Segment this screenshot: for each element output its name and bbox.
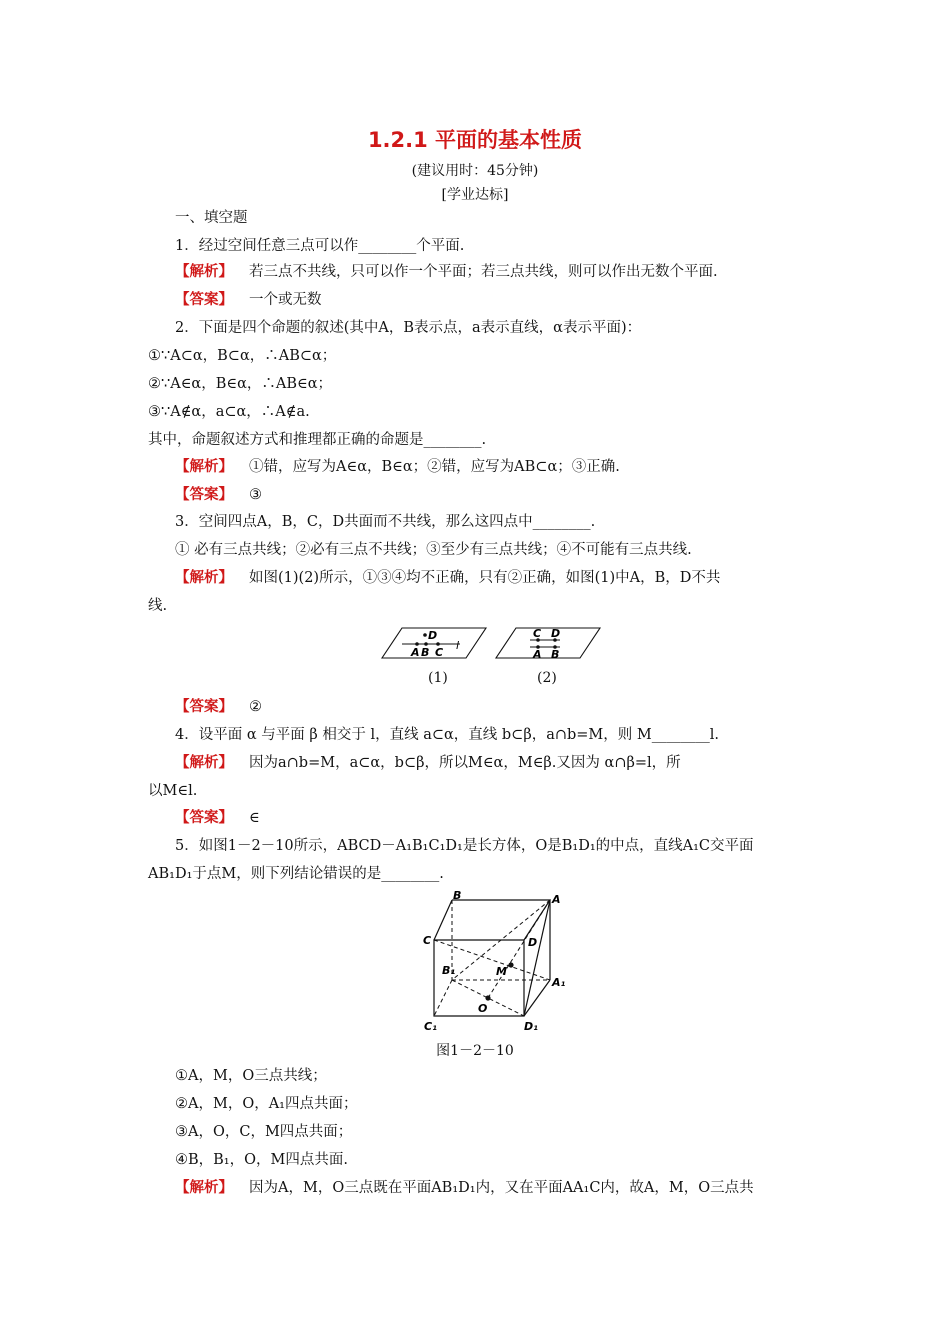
q4-analysis — [175, 753, 681, 773]
q1-question: 1．经过空间任意三点可以作________个平面. — [175, 238, 465, 254]
fig1-caption: (1) — [428, 670, 448, 686]
q5-item-2: ②A，M，O，A₁四点共面； — [175, 1096, 358, 1112]
q1-answer — [175, 290, 322, 310]
point-D — [423, 633, 427, 637]
q1-analysis-text: 若三点不共线，只可以作一个平面；若三点共线，则可以作出无数个平面. — [249, 264, 718, 280]
q2-analysis-text: ①错，应写为A∈α，B∈α；②错，应写为AB⊂α；③正确. — [249, 459, 620, 475]
cuboid-caption: 图1－2－10 — [436, 1043, 514, 1059]
q2-question: 2．下面是四个命题的叙述(其中A，B表示点，a表示直线，α表示平面)： — [175, 320, 642, 336]
q3-analysis-cont: 线. — [148, 598, 168, 614]
q5-analysis — [175, 1178, 754, 1198]
q2-item-2: ②∵A∈α，B∈α，∴AB∈α； — [148, 376, 333, 392]
q1-answer-text: 一个或无数 — [249, 292, 322, 308]
plane-2-parallelogram — [496, 628, 600, 658]
q5-question: 5．如图1－2－10所示，ABCD－A₁B₁C₁D₁是长方体，O是B₁D₁的中点，直线A₁C交平面 — [175, 838, 754, 854]
q1-analysis — [175, 262, 718, 282]
edge-B-C — [434, 900, 452, 940]
q2-tail: 其中，命题叙述方式和推理都正确的命题是________. — [148, 432, 487, 448]
q4-analysis-text: 因为a∩b=M，a⊂α，b⊂β，所以M∈α，M∈β.又因为 α∩β=l，所 — [249, 755, 681, 771]
label-B: B — [421, 646, 430, 659]
answer-tag: 【 答案 】 — [175, 486, 233, 503]
analysis-tag: 【 解析 】 — [175, 569, 233, 586]
label-D: D — [528, 936, 538, 949]
part-heading: 一、填空题 — [175, 210, 248, 226]
label-O: O — [478, 1002, 488, 1015]
answer-tag: 【 答案 】 — [175, 809, 233, 826]
q3-answer — [175, 697, 262, 717]
label-B1: B₁ — [442, 964, 456, 977]
label-B: B — [453, 889, 462, 902]
q3-analysis — [175, 568, 720, 588]
label-C1: C₁ — [424, 1020, 437, 1033]
cuboid-figure — [420, 888, 570, 1036]
label-A: A — [411, 646, 420, 659]
q2-item-1: ①∵A⊂α，B⊂α，∴AB⊂α； — [148, 348, 337, 364]
point-M — [508, 962, 513, 967]
label-D: D — [428, 629, 438, 642]
plane-figures — [380, 622, 610, 664]
q2-analysis — [175, 457, 620, 477]
answer-tag: 【 答案 】 — [175, 291, 233, 308]
label-D1: D₁ — [524, 1020, 538, 1033]
q2-item-3: ③∵A∉α，a⊂α，∴A∉a. — [148, 404, 310, 420]
label-l: l — [456, 639, 460, 652]
label-D2: D — [551, 627, 561, 640]
q3-question: 3．空间四点A，B，C，D共面而不共线，那么这四点中________. — [175, 514, 596, 530]
label-C: C — [435, 646, 444, 659]
q4-answer-text: ∈ — [249, 810, 260, 826]
cuboid-front-edges — [434, 900, 550, 1016]
label-A: A — [552, 893, 561, 906]
analysis-tag: 【 解析 】 — [175, 458, 233, 475]
time-hint: (建议用时：45分钟) — [411, 163, 539, 179]
q5-item-4: ④B，B₁，O，M四点共面. — [175, 1152, 348, 1168]
q5-analysis-text: 因为A，M，O三点既在平面AB₁D₁内，又在平面AA₁C内，故A，M，O三点共 — [249, 1180, 754, 1196]
analysis-tag: 【 解析 】 — [175, 1179, 233, 1196]
q3-options: ① 必有三点共线；②必有三点不共线；③至少有三点共线；④不可能有三点共线. — [175, 542, 692, 558]
q4-analysis-cont: 以M∈l. — [148, 783, 198, 799]
analysis-tag: 【 解析 】 — [175, 263, 233, 280]
q5-item-1: ①A，M，O三点共线； — [175, 1068, 327, 1084]
q2-answer-text: ③ — [249, 487, 262, 503]
label-B2: B — [551, 648, 560, 661]
q4-question: 4．设平面 α 与平面 β 相交于 l，直线 a⊂α，直线 b⊂β，a∩b=M，则 M________l. — [175, 727, 719, 743]
point-O — [485, 995, 490, 1000]
q3-analysis-text: 如图(1)(2)所示，①③④均不正确，只有②正确，如图(1)中A，B，D不共 — [249, 570, 721, 586]
label-A1: A₁ — [552, 976, 566, 989]
q5-item-3: ③A，O，C，M四点共面； — [175, 1124, 353, 1140]
hidden-edges — [434, 900, 550, 1016]
label-C: C — [423, 934, 432, 947]
fig2-caption: (2) — [537, 670, 557, 686]
q4-answer — [175, 808, 260, 828]
page-title: 1.2.1 平面的基本性质 — [367, 128, 583, 152]
q2-answer — [175, 485, 262, 505]
analysis-tag: 【 解析 】 — [175, 754, 233, 771]
label-M: M — [496, 965, 507, 978]
answer-tag: 【 答案 】 — [175, 698, 233, 715]
label-C2: C — [533, 627, 542, 640]
section-label: [学业达标] — [441, 187, 509, 203]
label-A2: A — [533, 648, 542, 661]
q3-answer-text: ② — [249, 699, 262, 715]
q5-question-cont: AB₁D₁于点M，则下列结论错误的是________. — [148, 866, 444, 882]
